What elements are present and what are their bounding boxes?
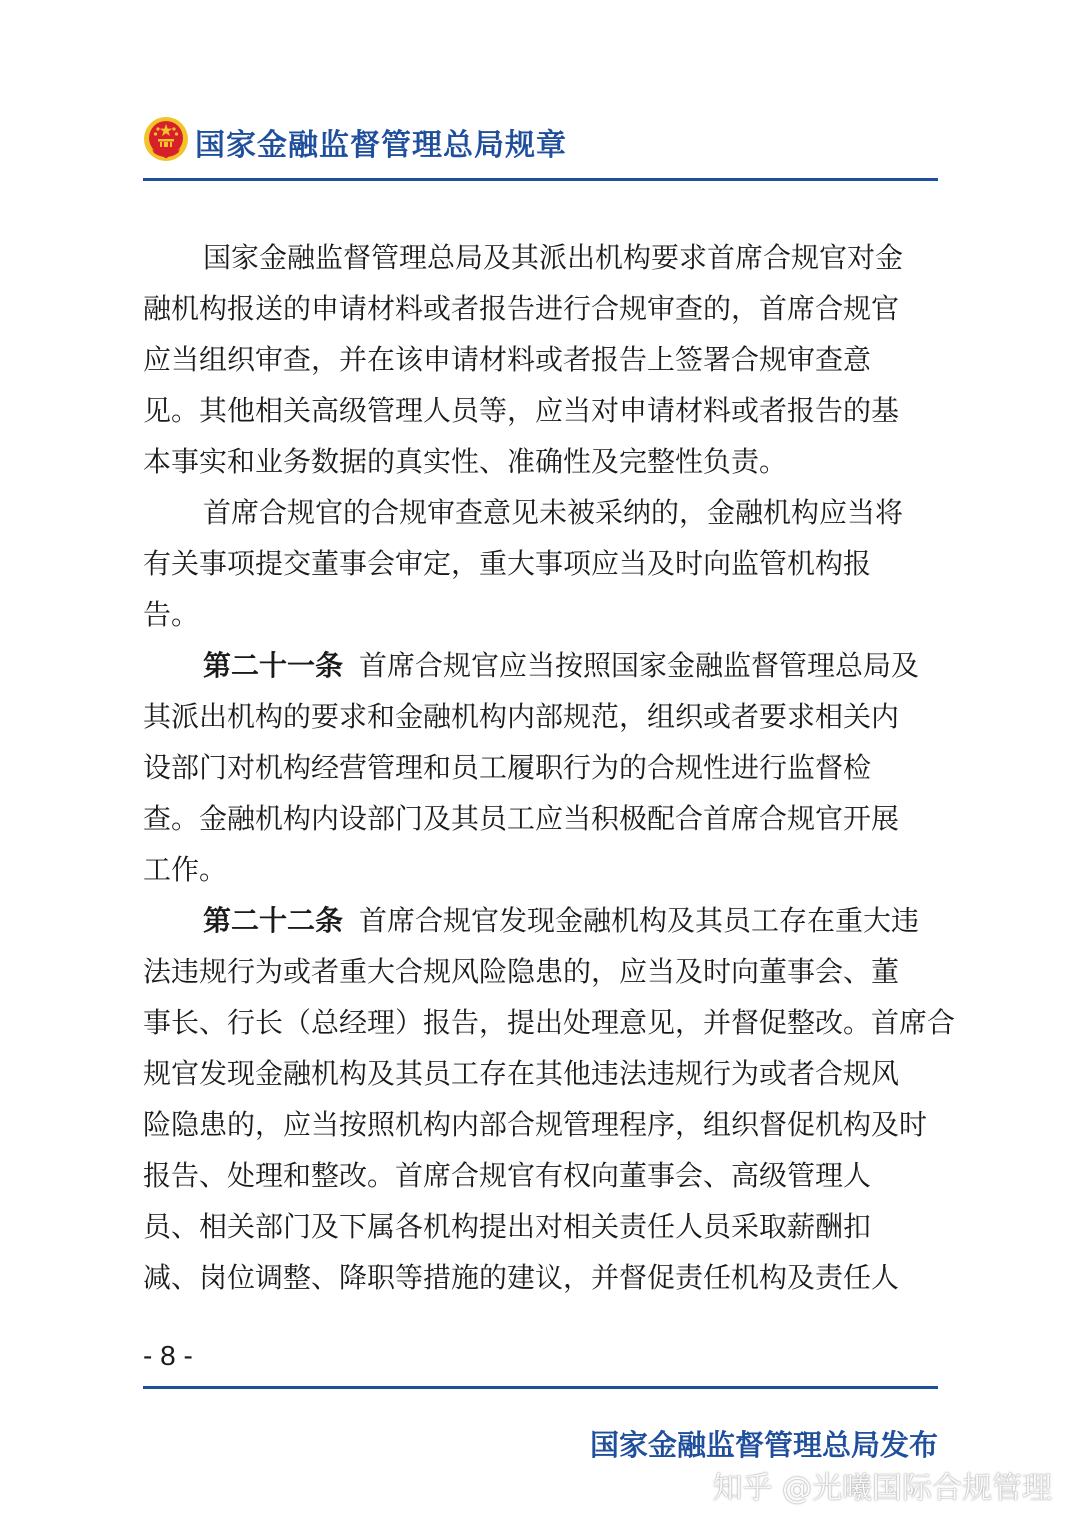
line-text: 首席合规官应当按照国家金融监督管理总局及 xyxy=(359,649,920,682)
footer-divider xyxy=(143,1386,938,1389)
paragraph xyxy=(143,487,943,640)
document-body xyxy=(143,232,956,1303)
text-line xyxy=(143,487,943,538)
text-line xyxy=(143,1150,943,1201)
text-line xyxy=(143,895,943,946)
header-divider xyxy=(143,178,938,181)
line-text: 查。金融机构内设部门及其员工应当积极配合首席合规官开展 xyxy=(143,802,900,835)
text-line xyxy=(143,334,943,385)
line-text: 本事实和业务数据的真实性、准确性及完整性负责。 xyxy=(143,445,788,478)
line-text: 报告、处理和整改。首席合规官有权向董事会、高级管理人 xyxy=(143,1159,872,1192)
line-text: 其派出机构的要求和金融机构内部规范，组织或者要求相关内 xyxy=(143,700,900,733)
text-line xyxy=(143,589,943,640)
line-text: 首席合规官发现金融机构及其员工存在重大违 xyxy=(359,904,920,937)
text-line xyxy=(143,946,943,997)
line-text: 险隐患的，应当按照机构内部合规管理程序，组织督促机构及时 xyxy=(143,1108,928,1141)
text-line xyxy=(143,385,943,436)
line-text: 工作。 xyxy=(143,853,228,886)
text-line xyxy=(143,997,956,1048)
text-line xyxy=(143,691,943,742)
paragraph xyxy=(143,232,943,487)
page-header xyxy=(143,112,938,172)
text-line xyxy=(143,742,943,793)
paragraph xyxy=(143,895,956,1303)
text-line xyxy=(143,793,943,844)
page-number: - 8 - xyxy=(143,1340,193,1371)
line-text: 告。 xyxy=(143,598,200,631)
line-text: 员、相关部门及下属各机构提出对相关责任人员采取薪酬扣 xyxy=(143,1210,872,1243)
text-line xyxy=(143,538,943,589)
line-text: 见。其他相关高级管理人员等，应当对申请材料或者报告的基 xyxy=(143,394,900,427)
line-text: 规官发现金融机构及其员工存在其他违法违规行为或者合规风 xyxy=(143,1057,900,1090)
text-line xyxy=(143,436,943,487)
line-text: 法违规行为或者重大合规风险隐患的，应当及时向董事会、董 xyxy=(143,955,900,988)
text-line xyxy=(143,1048,943,1099)
paragraph xyxy=(143,640,943,895)
line-text: 减、岗位调整、降职等措施的建议，并督促责任机构及责任人 xyxy=(143,1261,900,1294)
watermark-text: 知乎 @光曦国际合规管理 xyxy=(712,1471,1052,1506)
line-text: 应当组织审查，并在该申请材料或者报告上签署合规审查意 xyxy=(143,343,872,376)
text-line xyxy=(143,844,943,895)
footer-publisher: 国家金融监督管理总局发布 xyxy=(589,1428,938,1462)
line-text: 设部门对机构经营管理和员工履职行为的合规性进行监督检 xyxy=(143,751,872,784)
text-line xyxy=(143,232,943,283)
text-line xyxy=(143,283,943,334)
header-title: 国家金融监督管理总局规章 xyxy=(195,128,567,163)
line-text: 融机构报送的申请材料或者报告进行合规审查的，首席合规官 xyxy=(143,292,900,325)
line-text: 首席合规官的合规审查意见未被采纳的，金融机构应当将 xyxy=(203,496,904,529)
article-heading: 第二十二条 xyxy=(203,904,344,937)
line-text: 事长、行长（总经理）报告，提出处理意见，并督促整改。首席合 xyxy=(143,1006,956,1039)
article-heading: 第二十一条 xyxy=(203,649,344,682)
text-line xyxy=(143,640,943,691)
national-emblem-icon xyxy=(143,116,189,162)
text-line xyxy=(143,1201,943,1252)
text-line xyxy=(143,1252,943,1303)
line-text: 有关事项提交董事会审定，重大事项应当及时向监管机构报 xyxy=(143,547,872,580)
line-text: 国家金融监督管理总局及其派出机构要求首席合规官对金 xyxy=(203,241,904,274)
text-line xyxy=(143,1099,943,1150)
